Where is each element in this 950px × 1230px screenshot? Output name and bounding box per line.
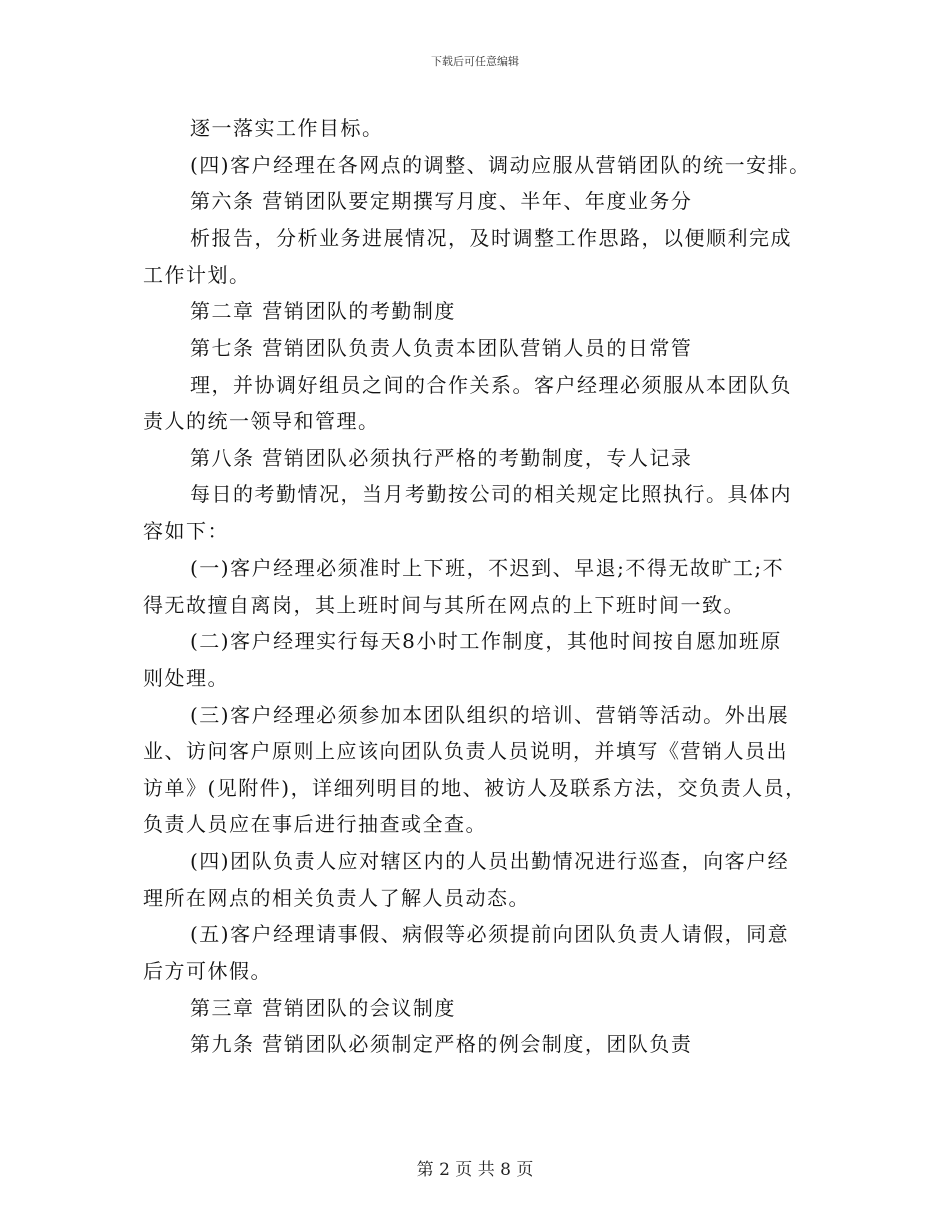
text-line: (五)客户经理请事假、病假等必须提前向团队负责人请假，同意 [190,922,790,946]
text-line: 第九条 营销团队必须制定严格的例会制度，团队负责 [190,1032,693,1056]
text-line: 理所在网点的相关负责人了解人员动态。 [143,886,530,910]
chapter-heading: 第二章 营销团队的考勤制度 [190,299,456,323]
text-line: 责人的统一领导和管理。 [143,409,380,433]
text-line: 析报告，分析业务进展情况，及时调整工作思路，以便顺利完成 [190,226,792,250]
chapter-heading: 第三章 营销团队的会议制度 [190,996,456,1020]
page-number: 第 2 页 共 8 页 [416,1160,534,1180]
text-line: 逐一落实工作目标。 [190,116,384,140]
text-line: (四)客户经理在各网点的调整、调动应服从营销团队的统一安排。 [190,153,811,177]
text-line: (二)客户经理实行每天8小时工作制度，其他时间按自愿加班原 [190,629,782,653]
text-line: 第八条 营销团队必须执行严格的考勤制度，专人记录 [190,446,693,470]
text-line: 工作计划。 [143,263,251,287]
text-line: 负责人员应在事后进行抽查或全查。 [143,812,487,836]
text-line: 则处理。 [143,666,229,690]
text-line: 容如下： [143,519,229,543]
text-line: (三)客户经理必须参加本团队组织的培训、营销等活动。外出展 [190,703,790,727]
text-line: 第七条 营销团队负责人负责本团队营销人员的日常管 [190,336,693,360]
text-line: 后方可休假。 [143,959,272,983]
text-line: 业、访问客户原则上应该向团队负责人员说明，并填写《营销人员出 [143,739,788,763]
text-line: (一)客户经理必须准时上下班，不迟到、早退;不得无故旷工;不 [190,556,785,580]
text-line: 第六条 营销团队要定期撰写月度、半年、年度业务分 [190,189,693,213]
text-line: 得无故擅自离岗，其上班时间与其所在网点的上下班时间一致。 [143,593,745,617]
text-line: 理，并协调好组员之间的合作关系。客户经理必须服从本团队负 [190,373,792,397]
text-line: 访单》(见附件)，详细列明目的地、被访人及联系方法，交负责人员， [143,776,807,800]
text-line: (四)团队负责人应对辖区内的人员出勤情况进行巡查，向客户经 [190,849,790,873]
page-header: 下载后可任意编辑 [431,55,519,68]
text-line: 每日的考勤情况，当月考勤按公司的相关规定比照执行。具体内 [190,482,792,506]
